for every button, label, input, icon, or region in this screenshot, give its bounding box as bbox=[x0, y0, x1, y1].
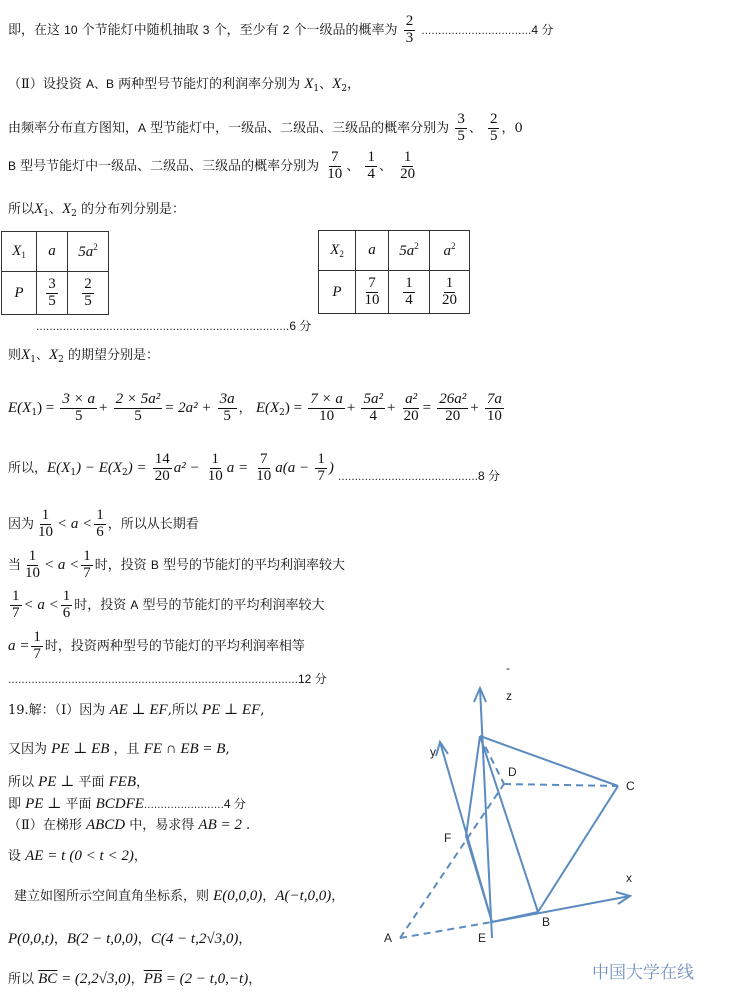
line-case-equal: a = $\frac{1}{7}$ 时，投资两种型号的节能灯的平均利润率相等 bbox=[8, 629, 305, 662]
watermark: 中国大学在线 bbox=[592, 963, 694, 983]
line-case-b-larger: 当 $\frac{1}{10}$ < a < $\frac{1}{7}$ 时，投资 B 型号的节能灯的平均利润率较大 bbox=[8, 548, 346, 581]
line-probability-result: 即，在这 10 个节能灯中随机抽取 3 个，至少有 2 个一级品的概率为 $\frac{2}{3}$ ……………………………4 分 bbox=[8, 13, 554, 46]
edge-pc bbox=[480, 736, 618, 786]
label-f: F bbox=[444, 831, 452, 845]
fraction-two-thirds: $\frac{2}{3}$ bbox=[405, 13, 414, 46]
score-line-12: ……………………………………………………………………………12 分 bbox=[8, 672, 327, 686]
q19-line-5: （Ⅱ）在梯形 ABCD 中，易求得 AB = 2 . bbox=[8, 817, 251, 833]
q19-line-4: 即 PE ⊥ 平面 BCDFE……………………4 分 bbox=[8, 796, 246, 812]
q19-line-9: 所以 $\overline{BC} = (2,2√3,0)$，$\overline{PB} = (2 - t,0,-t)$， bbox=[8, 971, 262, 987]
q19-line-2: 又因为 PE ⊥ EB ，且 FE ∩ EB = B, bbox=[8, 741, 230, 757]
dashed-dc bbox=[504, 784, 618, 786]
edge-cb bbox=[538, 786, 618, 912]
edge-pf bbox=[466, 736, 480, 836]
difference-equation: 所以，$E(X_1) - E(X_2)$ = $\frac{14}{20}$ a² − $\frac{1}{10}$ a = $\frac{7}{10}$ a(a − $\frac{1}{7}$ ) $_{\dots\dots\dots\dots\dots\dots\dots\dots\dots\dots\dots\dots\dots\dots}$8 分 bbox=[8, 451, 500, 484]
q19-line-6: 设 AE = t (0 < t < 2)， bbox=[8, 848, 147, 864]
edge-eb bbox=[492, 912, 538, 922]
q19-line-7: 建立如图所示空间直角坐标系，则 E(0,0,0)，A(−t,0,0)， bbox=[14, 888, 345, 904]
line-type-a-probabilities: 由频率分布直方图知，A 型节能灯中，一级品、二级品、三级品的概率分别为 $\frac{3}{5}$ 、 $\frac{2}{5}$ ，0 bbox=[8, 111, 523, 144]
label-y: y bbox=[430, 745, 436, 759]
label-e: E bbox=[478, 931, 487, 945]
q19-line-8: P(0,0,t)，B(2 − t,0,0)，C(4 − t,2√3,0)， bbox=[8, 931, 252, 947]
label-b: B bbox=[542, 915, 551, 929]
line-part2-intro: （Ⅱ）设投资 A、B 两种型号节能灯的利润率分别为 $X_1$、$X_2$， bbox=[8, 76, 361, 94]
line-distribution-intro: 所以$X_1$、$X_2$ 的分布列分别是： bbox=[8, 201, 185, 219]
line-expectation-intro: 则$X_1$、$X_2$ 的期望分别是： bbox=[8, 347, 159, 365]
distribution-table-x2: $X_2$ a $5a^2$ $a^2$ P $\frac{7}{10}$ $\frac{1}{4}$ $\frac{1}{20}$ bbox=[318, 230, 470, 314]
label-a: A bbox=[384, 931, 393, 945]
label-tick: - bbox=[506, 661, 510, 675]
label-c: C bbox=[626, 779, 635, 793]
label-z: z bbox=[506, 689, 512, 703]
score-line-6: ………………………………………………………………….6 分 bbox=[36, 319, 312, 333]
label-d: D bbox=[508, 765, 517, 779]
line-case-a-larger: $\frac{1}{7}$ < a < $\frac{1}{6}$ 时，投资 A 型号的节能灯的平均利润率较大 bbox=[12, 588, 325, 621]
figure-lines bbox=[400, 688, 630, 938]
q19-line-3: 所以 PE ⊥ 平面 FEB， bbox=[8, 774, 150, 790]
line-type-b-probabilities: B 型号节能灯中一级品、二级品、三级品的概率分别为 $\frac{7}{10}$ 、 $\frac{1}{4}$ 、 $\frac{1}{20}$ bbox=[8, 149, 416, 182]
q19-line-1: 19.解：（Ⅰ）因为 AE ⊥ EF,所以 PE ⊥ EF, bbox=[8, 702, 265, 718]
label-x: x bbox=[626, 871, 632, 885]
line-because-range: 因为 $\frac{1}{10}$ < a < $\frac{1}{6}$ ，所以从长期看 bbox=[8, 507, 199, 540]
distribution-table-x1: $X_1$ a $5a^2$ P $\frac{3}{5}$ $\frac{2}{5}$ bbox=[1, 231, 109, 315]
coordinate-figure bbox=[370, 660, 650, 960]
expectation-equation: $E(X_1)$ = $\frac{3 \times a}{5}$ + $\frac{\text{2 × 5a²}}{5}$ = 2a² + $\frac{3a}{5}$ ， $E(X_2)$ = $\frac{7 \times a}{10}$ + $\frac{\text{5a²}}{4}$ + $\frac{\text{a²}}{20}$ = $\frac{\text{26a²}}{20}$ + $\frac{7a}{10}$ bbox=[8, 391, 502, 424]
